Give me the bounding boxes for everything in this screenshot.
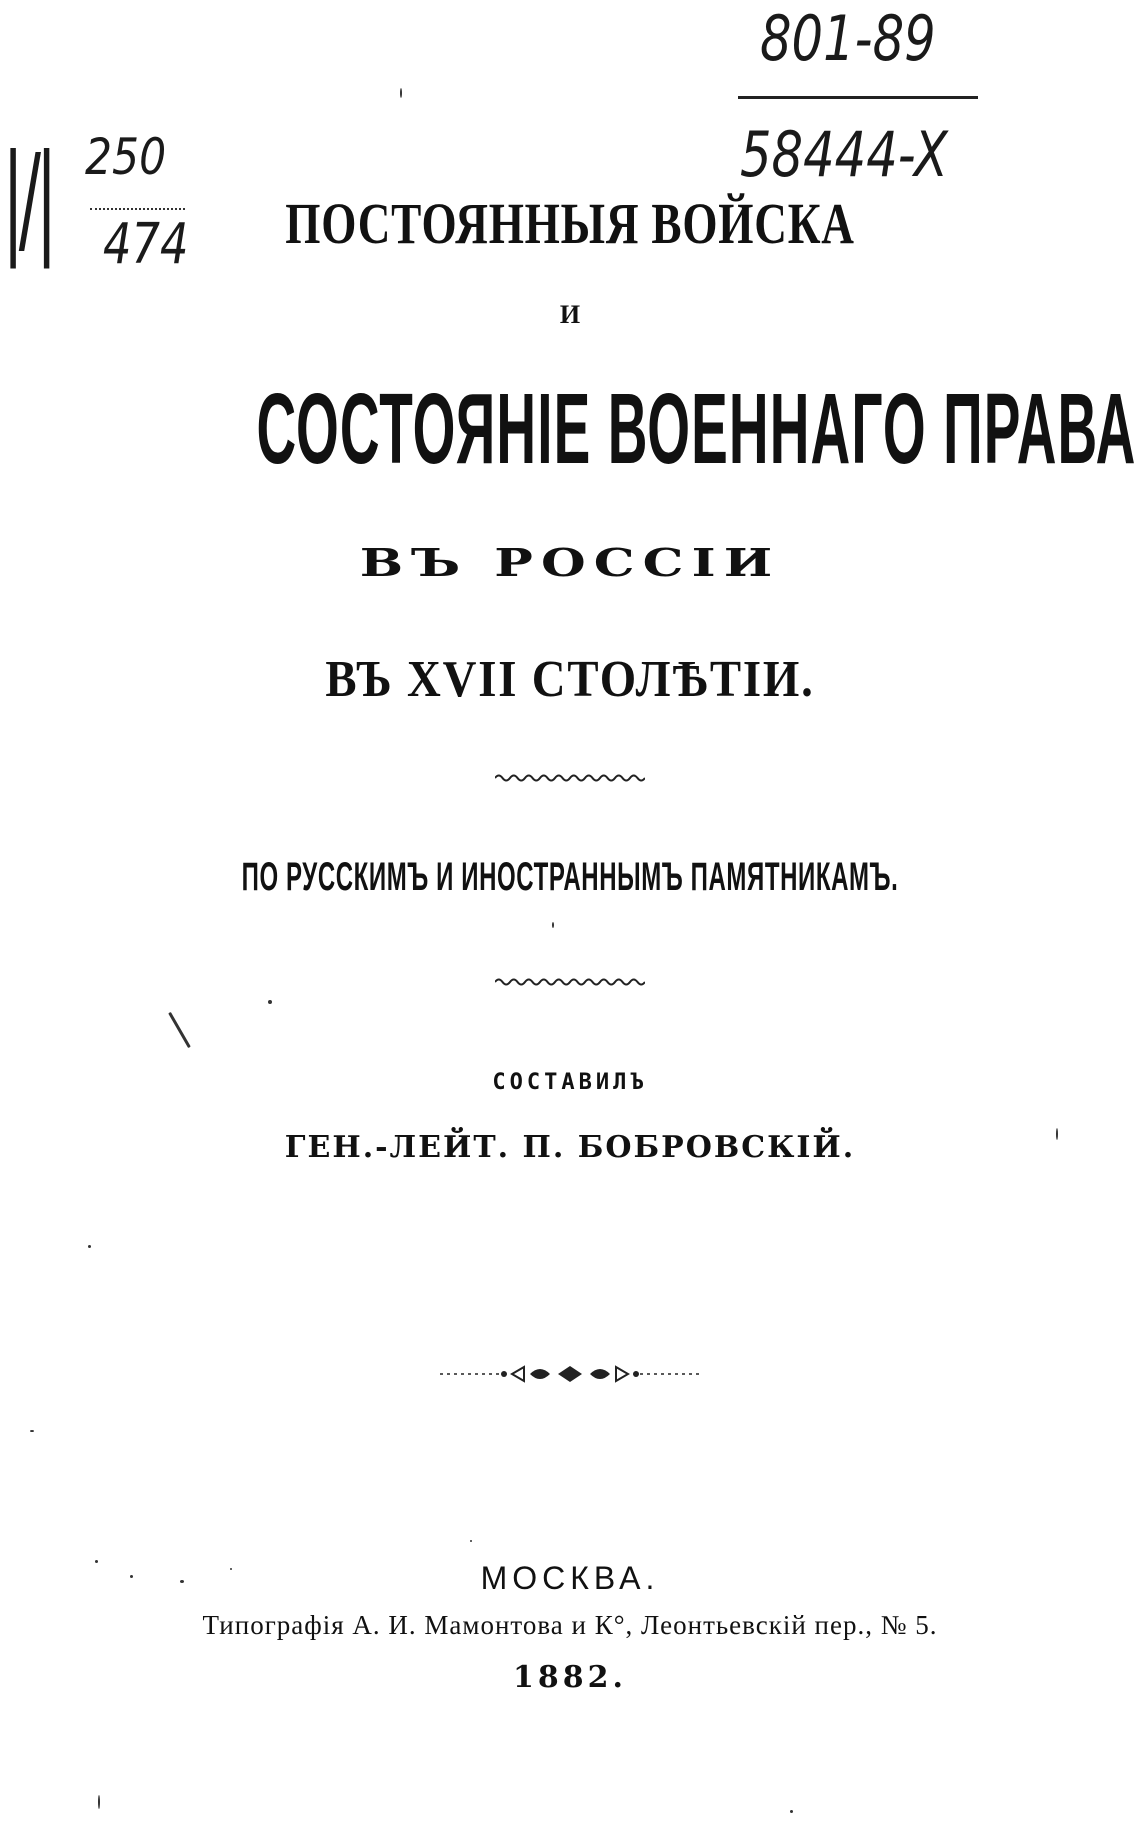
handwritten-top-number: 250 — [85, 128, 167, 186]
handwritten-left-mark: |/| — [2, 130, 53, 269]
handwritten-right-bottom: 58444-X — [740, 118, 948, 191]
author-name: ГЕН.-ЛЕЙТ. П. БОБРОВСКІЙ. — [284, 1130, 856, 1165]
scan-speck — [30, 1430, 34, 1432]
compiled-by-label: СОСТАВИЛЪ — [492, 1070, 648, 1095]
scan-speck — [400, 88, 402, 98]
ornament-vignette — [0, 1362, 1140, 1386]
title-line-1: ПОСТОЯННЫЯ ВОЙСКА — [285, 191, 855, 256]
imprint-year: 1882. — [513, 1660, 627, 1695]
scan-speck — [98, 1795, 100, 1809]
imprint-press: Типографія А. И. Мамонтова и К°, Леонтьевскій пер., № 5. — [202, 1610, 938, 1640]
scan-speck — [552, 922, 554, 928]
scan-speck — [790, 1810, 793, 1813]
imprint-city: МОСКВА. — [480, 1560, 660, 1596]
scan-speck — [130, 1575, 133, 1578]
scan-speck — [180, 1580, 184, 1583]
subtitle: ПО РУССКИМЪ И ИНОСТРАННЫМЪ ПАМЯТНИКАМЪ. — [241, 855, 899, 899]
scan-speck — [168, 1012, 191, 1048]
scan-speck — [470, 1540, 472, 1542]
handwritten-right-divider — [738, 96, 978, 99]
title-conjunction: И — [559, 300, 581, 329]
handwritten-right-top: 801-89 — [760, 2, 936, 75]
scan-speck — [268, 1000, 272, 1004]
title-line-3: ВЪ РОССІИ — [359, 540, 781, 585]
title-line-4: ВЪ XVII СТОЛѢТІИ. — [325, 651, 815, 708]
scan-speck — [88, 1245, 91, 1248]
wavy-rule-bottom — [0, 976, 1140, 988]
handwritten-bottom-number: 474 — [103, 212, 189, 277]
title-line-2: СОСТОЯНІЕ ВОЕННАГО ПРАВА — [256, 373, 1137, 485]
scan-speck — [1056, 1128, 1058, 1140]
scan-speck — [230, 1568, 232, 1570]
scan-speck — [95, 1560, 98, 1563]
wavy-rule-top — [0, 772, 1140, 784]
